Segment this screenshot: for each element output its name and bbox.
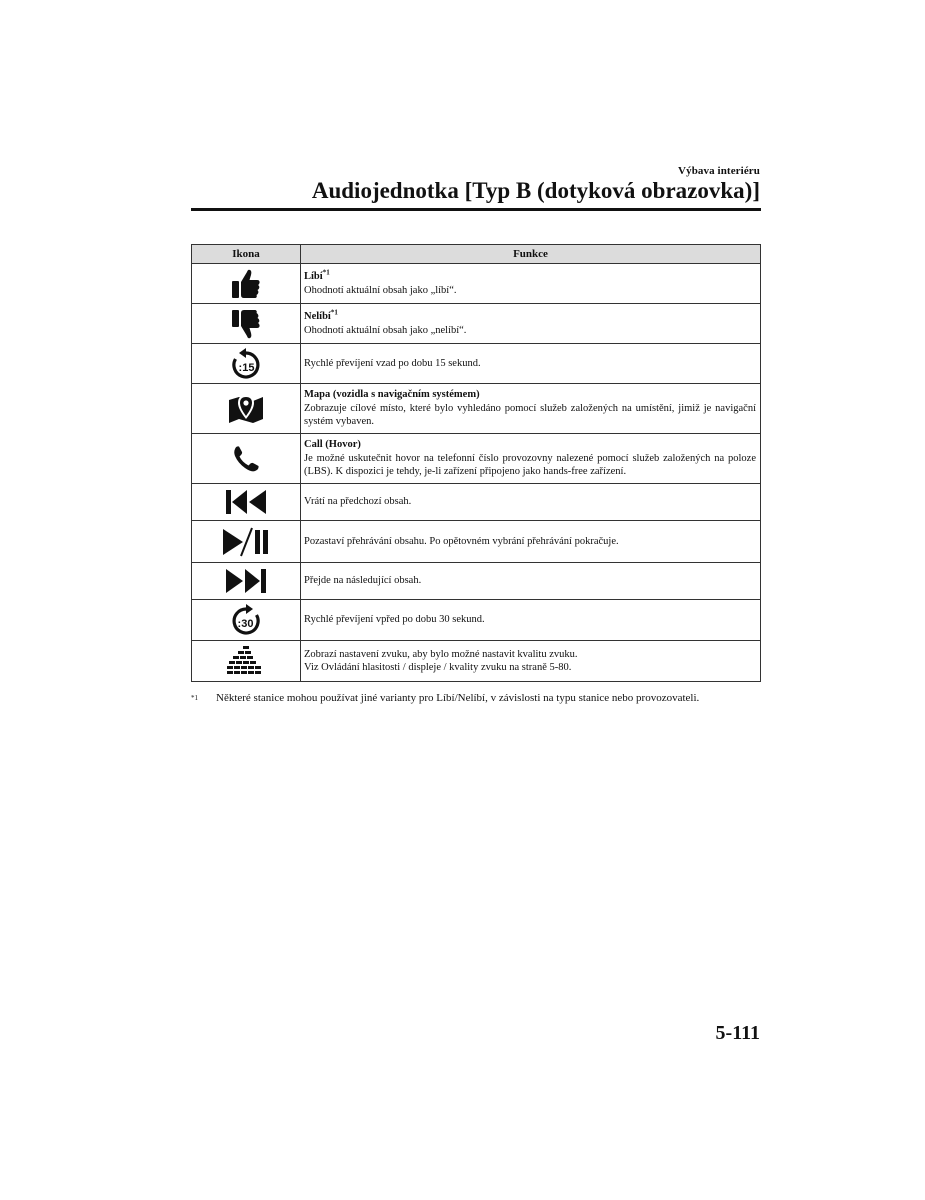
function-description	[301, 600, 761, 641]
icon-function-table	[191, 244, 761, 682]
function-title: Líbí$^{*1}$	[304, 268, 330, 282]
map-pin-icon	[228, 392, 264, 426]
svg-text::15: :15	[238, 361, 255, 374]
svg-text::30: :30	[237, 618, 254, 630]
rewind-15-icon	[230, 348, 262, 380]
title-rule	[191, 208, 761, 211]
thumbs-down-icon	[231, 308, 261, 340]
phone-icon	[231, 444, 261, 474]
footnote-text: Některé stanice mohou používat jiné varianty pro Líbí/Nelíbí, v závislosti na typu stanice nebo provozovateli.	[216, 692, 700, 704]
function-title: Mapa (vozidla s navigačním systémem)	[304, 389, 480, 401]
function-description	[301, 563, 761, 600]
play-pause-icon	[222, 527, 270, 557]
function-description	[301, 264, 761, 304]
column-header-icon: Ikona	[192, 245, 301, 264]
icon-cell	[192, 563, 301, 600]
function-text: Zobrazuje cílové místo, které bylo vyhledáno pomocí služeb založených na umístění, jimiž je navigační systém vybaven.	[304, 402, 756, 428]
table-row	[192, 641, 761, 682]
function-text: Přejde na následující obsah.	[304, 575, 422, 587]
icon-cell	[192, 384, 301, 434]
function-text: Rychlé převíjení vpřed po dobu 30 sekund.	[304, 614, 485, 626]
table-row	[192, 521, 761, 563]
function-text: Ohodnotí aktuální obsah jako „nelíbí“.	[304, 324, 467, 336]
table-row	[192, 484, 761, 521]
icon-cell	[192, 521, 301, 563]
icon-cell	[192, 484, 301, 521]
function-description	[301, 641, 761, 682]
table-row	[192, 563, 761, 600]
function-description	[301, 484, 761, 521]
table-row	[192, 304, 761, 344]
function-text: Je možné uskutečnit hovor na telefonní číslo provozovny nalezené pomocí služeb založených na poloze (LBS). K dispozici je tehdy, je-li zařízení připojeno jako hands-free zařízení.	[304, 452, 756, 478]
function-description	[301, 434, 761, 484]
column-header-function: Funkce	[301, 245, 761, 264]
table-row	[192, 600, 761, 641]
function-title: Call (Hovor)	[304, 439, 361, 451]
function-description	[301, 344, 761, 384]
icon-cell	[192, 600, 301, 641]
icon-cell	[192, 304, 301, 344]
section-label: Výbava interiéru	[678, 165, 760, 177]
function-text: Zobrazí nastavení zvuku, aby bylo možné nastavit kvalitu zvuku.	[304, 648, 578, 660]
function-text: Vrátí na předchozí obsah.	[304, 496, 412, 508]
footnote	[191, 691, 761, 709]
table-row	[192, 264, 761, 304]
page-title: Audiojednotka [Typ B (dotyková obrazovka)]	[311, 178, 760, 203]
previous-track-icon	[225, 489, 267, 515]
icon-cell	[192, 264, 301, 304]
icon-cell	[192, 434, 301, 484]
page-number: 5-111	[715, 1022, 760, 1044]
function-description	[301, 521, 761, 563]
thumbs-up-icon	[231, 268, 261, 300]
forward-30-icon	[230, 604, 262, 636]
next-track-icon	[225, 568, 267, 594]
function-text: Rychlé převíjení vzad po dobu 15 sekund.	[304, 357, 481, 369]
table-row	[192, 434, 761, 484]
table-row	[192, 384, 761, 434]
function-description	[301, 384, 761, 434]
icon-cell	[192, 344, 301, 384]
equalizer-icon	[226, 645, 266, 677]
function-text: Viz Ovládání hlasitosti / displeje / kvality zvuku na straně 5-80.	[304, 662, 572, 673]
table-row	[192, 344, 761, 384]
table-header-row	[192, 245, 761, 264]
icon-cell	[192, 641, 301, 682]
function-text: Ohodnotí aktuální obsah jako „líbí“.	[304, 284, 457, 296]
function-description	[301, 304, 761, 344]
function-text: Pozastaví přehrávání obsahu. Po opětovném vybrání přehrávání pokračuje.	[304, 535, 619, 547]
function-title: Nelíbí$^{*1}$	[304, 308, 338, 322]
footnote-mark: *1	[191, 694, 198, 702]
